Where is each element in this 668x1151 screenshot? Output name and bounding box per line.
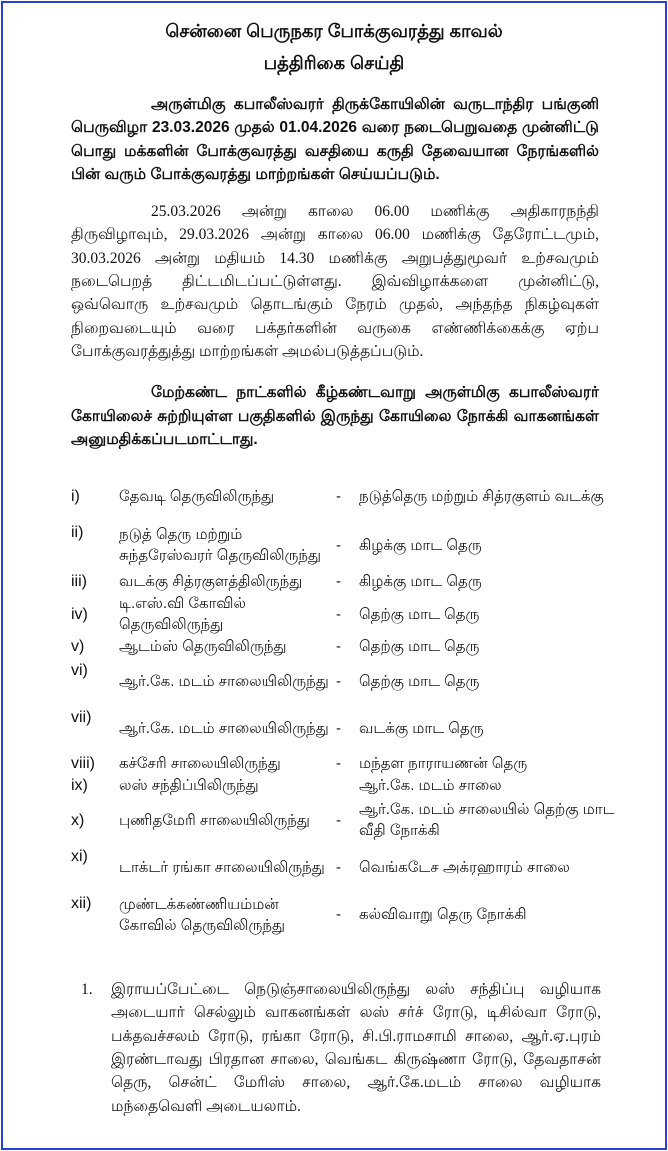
separator-dash: -	[336, 906, 341, 924]
to-street: கிழக்கு மாட தெரு	[359, 536, 482, 554]
restriction-number: xi)	[71, 848, 88, 866]
diversion-number: 1.	[81, 981, 93, 999]
to-street: நடுத்தெரு மற்றும் சித்ரகுளம் வடக்கு	[359, 487, 604, 505]
restriction-number: ix)	[71, 777, 88, 795]
restriction-number: vii)	[71, 709, 92, 727]
from-street: லஸ் சந்திப்பிலிருந்து	[119, 777, 259, 795]
intro-paragraph: அருள்மிகு கபாலீஸ்வரர் திருக்கோயிலின் வருடாந்திர பங்குனி பெருவிழா 23.03.2026 முதல் 01.04.2026 வரை நடைபெறுவதை முன்னிட்டு பொது மக்களின் போக்குவரத்து வசதியை கருதி தேவையான நேரங்களில் பின் வரும் போக்குவரத்து மாற்றங்கள் செய்யப்படும்.	[71, 96, 599, 183]
table-row	[71, 753, 631, 774]
restriction-number: viii)	[71, 755, 95, 773]
from-street: டி.எஸ்.வி கோவில் தெருவிலிருந்து	[119, 595, 246, 634]
separator-dash: -	[336, 536, 341, 554]
to-street: வடக்கு மாட தெரு	[359, 720, 484, 738]
page-title: சென்னை பெருநகர போக்குவரத்து காவல்	[165, 21, 503, 41]
restriction-paragraph: மேற்கண்ட நாட்களில் கீழ்கண்டவாறு அருள்மிகு கபாலீஸ்வரர் கோயிலைச் சுற்றியுள்ள பகுதிகளில் இருந்து கோயிலை நோக்கி வாகனங்கள் அனுமதிக்கப்படமாட்டாது.	[71, 384, 599, 448]
restriction-number: v)	[71, 638, 85, 656]
separator-dash: -	[336, 487, 341, 505]
table-row	[71, 571, 631, 592]
to-street: ஆர்.கே. மடம் சாலை	[359, 777, 502, 795]
from-street: ஆடம்ஸ் தெருவிலிருந்து	[119, 638, 287, 656]
schedule-paragraph: 25.03.2026 அன்று காலை 06.00 மணிக்கு அதிகாரநந்தி திருவிழாவும், 29.03.2026 அன்று காலை 06.00 மணிக்கு தேரோட்டமும், 30.03.2026 அன்று மதியம் 14.30 மணிக்கு அறுபத்துமூவர் உற்சவமும் நடைபெறத் திட்டமிடப்பட்டுள்ளது. இவ்விழாக்களை முன்னிட்டு, ஒவ்வொரு உற்சவமும் தொடங்கும் நேரம் முதல், அந்தந்த நிகழ்வுகள் நிறைவடையும் வரை பக்தர்களின் வருகை எண்ணிக்கைக்கு ஏற்ப போக்குவரத்துத்து மாற்றங்கள் அமல்படுத்தப்படும்.	[71, 203, 599, 360]
table-row	[71, 658, 631, 704]
to-street: கல்விவாறு தெரு நோக்கி	[359, 906, 527, 924]
restriction-number: xii)	[71, 895, 92, 913]
from-street: ஆர்.கே. மடம் சாலையிலிருந்து	[119, 720, 329, 738]
table-row	[71, 775, 631, 796]
page-border	[1, 1, 667, 1150]
restriction-number: vi)	[71, 662, 88, 680]
table-row	[71, 797, 631, 843]
to-street: தெற்கு மாட தெரு	[359, 672, 480, 690]
separator-dash	[336, 775, 359, 796]
page-subtitle: பத்திரிகை செய்தி	[263, 53, 405, 73]
table-row	[71, 593, 631, 635]
table-row	[71, 473, 631, 519]
to-street: கிழக்கு மாட தெரு	[359, 573, 482, 591]
diversion-text: இராயப்பேட்டை நெடுஞ்சாலையிலிருந்து லஸ் சந்திப்பு வழியாக அடையார் செல்லும் வாகனங்கள் லஸ் சர்ச் ரோடு, டிசில்வா ரோடு, பக்தவச்சலம் ரோடு, ரங்கா ரோடு, சி.பி.ராமசாமி சாலை, ஆர்.ஏ.புரம் இரண்டாவது பிரதான சாலை, வெங்கட கிருஷ்ணா ரோடு, தேவதாசன் தெரு, சென்ட் மேரிஸ் சாலை, ஆர்.கே.மடம் சாலை வழியாக மந்தைவெளி அடையலாம்.	[111, 981, 601, 1115]
separator-dash: -	[336, 755, 341, 773]
to-street: மந்தள நாராயணன் தெரு	[359, 755, 528, 773]
table-row	[71, 636, 631, 657]
separator-dash: -	[336, 672, 341, 690]
table-row	[71, 705, 631, 752]
separator-dash: -	[336, 858, 341, 876]
diversion-item	[81, 978, 601, 1118]
from-street: நடுத் தெரு மற்றும் சுந்தரேஸ்வரர் தெருவிலிருந்து	[119, 526, 322, 565]
separator-dash: -	[336, 638, 341, 656]
from-street: கச்சேரி சாலையிலிருந்து	[119, 755, 281, 773]
table-row	[71, 891, 631, 938]
restriction-number: x)	[71, 811, 85, 829]
restriction-number: iv)	[71, 605, 88, 623]
table-row	[71, 520, 631, 570]
to-street: வெங்கடேச அக்ரஹாரம் சாலை	[359, 858, 570, 876]
separator-dash: -	[336, 573, 341, 591]
to-street: தெற்கு மாட தெரு	[359, 605, 480, 623]
from-street: டாக்டர் ரங்கா சாலையிலிருந்து	[119, 858, 325, 876]
from-street: ஆர்.கே. மடம் சாலையிலிருந்து	[119, 672, 329, 690]
from-street: தேவடி தெருவிலிருந்து	[119, 487, 275, 505]
to-street: ஆர்.கே. மடம் சாலையில் தெற்கு மாட வீதி நோக்கி	[359, 801, 615, 840]
table-row	[71, 844, 631, 890]
separator-dash: -	[336, 720, 341, 738]
from-street: முண்டக்கண்ணியம்மன் கோவில் தெருவிலிருந்து	[119, 895, 285, 934]
to-street: தெற்கு மாட தெரு	[359, 638, 480, 656]
from-street: புணிதமேரி சாலையிலிருந்து	[119, 811, 310, 829]
separator-dash: -	[336, 811, 341, 829]
restriction-number: i)	[71, 487, 80, 505]
separator-dash: -	[336, 605, 341, 623]
restriction-number: ii)	[71, 524, 84, 542]
restriction-list	[71, 473, 631, 938]
restriction-number: iii)	[71, 573, 87, 591]
from-street: வடக்கு சித்ரகுளத்திலிருந்து	[119, 573, 303, 591]
